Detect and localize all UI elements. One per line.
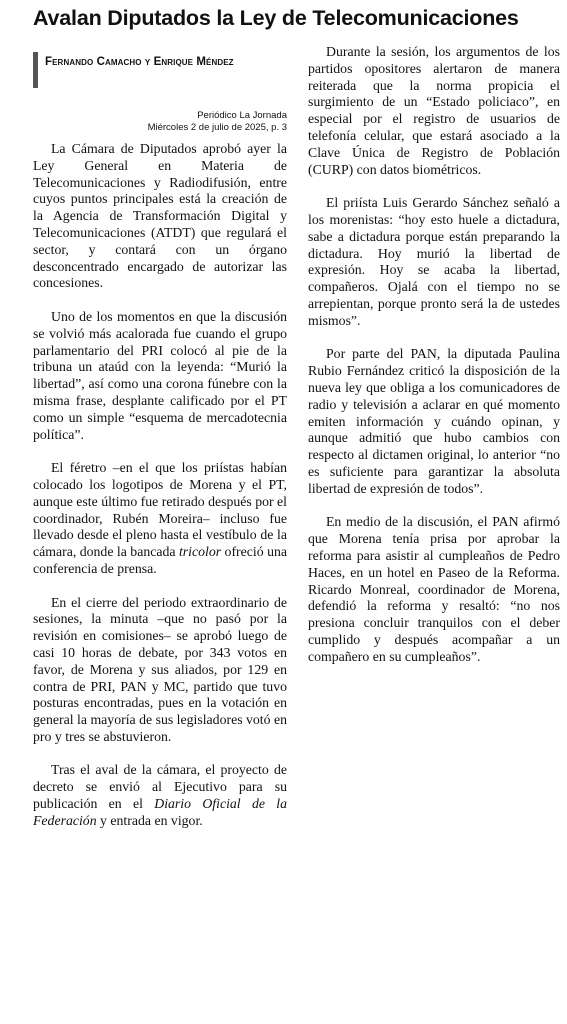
- paragraph-text: El féretro –en el que los priístas habían colocado los logotipos de Morena y el PT, aunque este último fue retirado después por el coordinador, Rubén Moreira– incluso fue llevado desde el pleno hasta el vestíbulo de la cámara, donde la bancada: [33, 460, 288, 560]
- paragraph-text: ofreció una conferencia de prensa.: [33, 544, 287, 576]
- left-column: [33, 44, 287, 846]
- emphasis-text: tricolor: [178, 544, 222, 560]
- paragraph: [33, 762, 287, 829]
- paragraph: Por parte del PAN, la diputada Paulina Rubio Fernández criticó la disposición de la nueva ley que obliga a los comunicadores de radio y televisión a aclarar en qué momento emiten información y cuándo opinan, y aunque admitió que hubo cambios con respecto al dictamen original, lo anterior “no es suficiente para garantizar la absoluta libertad de expresión de todos”.: [308, 346, 560, 496]
- paragraph: Durante la sesión, los argumentos de los partidos opositores alertaron de manera reiterada que la norma propicia el surgimiento de un “Estado policiaco”, en especial por el registro de usuarios de telefonía celular, que estará asociado a la Clave Única de Registro de Población (CURP) con datos biométricos.: [308, 44, 560, 177]
- paragraph: En medio de la discusión, el PAN afirmó que Morena tenía prisa por aprobar la reforma para asistir al cumpleaños de Pedro Haces, en un hotel en Paseo de la Reforma. Ricardo Monreal, coordinador de Morena, defendió la reforma y resaltó: “no nos presiona concluir tranquilos con el deber cumplido y después acompañar a un compañero en su cumpleaños”.: [308, 514, 560, 664]
- paragraph: En el cierre del periodo extraordinario de sesiones, la minuta –que no pasó por la revisión en comisiones– se aprobó luego de casi 10 horas de debate, por 343 votos en favor, de Morena y sus aliados, por 129 en contra de PRI, PAN y MC, partido que tuvo posturas encontradas, pues en la votación en general la mayoría de sus legisladores votó en pro y tres se abstuvieron.: [33, 594, 288, 744]
- source-block: [33, 110, 287, 134]
- paragraph-text: Tras el aval de la cámara, el proyecto de decreto se envió al Ejecutivo para su publicación en el: [33, 762, 287, 812]
- source-name: Periódico La Jornada: [197, 110, 287, 121]
- paragraph: La Cámara de Diputados aprobó ayer la Ley General en Materia de Telecomunicaciones y Radiodifusión, entre cuyos puntos principales está la creación de la Agencia de Transformación Digital y Telecomunicaciones (ATDT) que regulará el sector, y contará con un órgano desconcentrado encargado de autorizar las concesiones.: [33, 141, 287, 291]
- right-column: [308, 44, 560, 682]
- headline: Avalan Diputados la Ley de Telecomunicaciones: [33, 6, 519, 30]
- publication-name: Diario Oficial de la Federación: [33, 796, 287, 828]
- paragraph: El priísta Luis Gerardo Sánchez señaló a los morenistas: “hoy esto huele a dictadura, sabe a dictadura porque están preparando la dictadura. Hoy murió la libertad de expresión. Hoy se acaba la libertad, compañeros. Ojalá con el tiempo no se arrepientan, porque pronto será la de ustedes mismos”.: [308, 195, 560, 328]
- paragraph: [33, 460, 287, 578]
- paragraph: Uno de los momentos en que la discusión se volvió más acalorada fue cuando el grupo parlamentario del PRI colocó al pie de la tribuna un ataúd con la leyenda: “Murió la libertad”, así como una corona fúnebre con la misma frase, desplante calificado por el PT como un simple “esquema de mercadotecnia política”.: [33, 308, 287, 442]
- byline: Fernando Camacho y Enrique Méndez: [33, 52, 287, 88]
- paragraph-text: y entrada en vigor.: [96, 812, 203, 828]
- source-date: Miércoles 2 de julio de 2025, p. 3: [147, 122, 287, 133]
